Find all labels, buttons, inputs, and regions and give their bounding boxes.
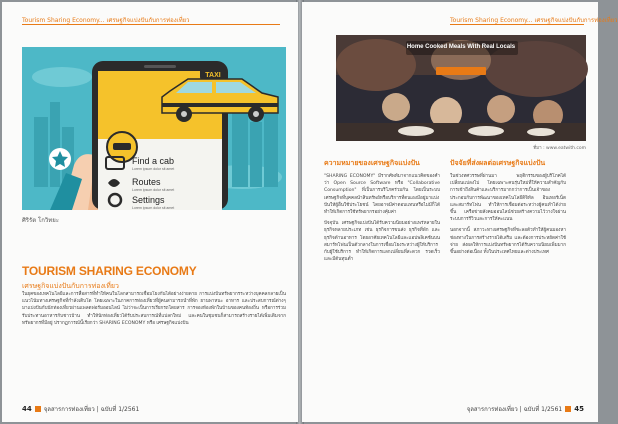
left-page <box>2 2 298 422</box>
running-head-left: Tourism Sharing Economy... เศรษฐกิจแบ่งปันกับการท่องเที่ยว <box>22 17 190 24</box>
article-title: TOURISM SHARING ECONOMY <box>22 264 197 278</box>
paragraph: "SHARING ECONOMY" มีรากศัพท์มาจากแนวคิดของคำว่า Open Source Software หรือ "Collaborative Consumption" ที่เป็นการบริโภคร่วมกัน โดยเป็นระบบเศรษฐกิจที่บุคคลนำสินทรัพย์หรือบริการที่ตนเองมีอยู่มาแบ่งปันให้ผู้อื่นใช้ประโยชน์ โดยอาจมีค่าตอบแทนหรือไม่มีก็ได้ ทำให้เกิดการใช้ทรัพยากรอย่างคุ้มค่า <box>324 174 440 216</box>
section-heading-meaning: ความหมายของเศรษฐกิจแบ่งปัน <box>324 159 420 167</box>
footer-left <box>22 404 139 414</box>
taxi-sign-text: TAXI <box>205 72 221 79</box>
menu-routes-label: Routes <box>132 177 161 187</box>
header-rule-right <box>450 24 584 25</box>
section-heading-factors: ปัจจัยที่ส่งผลต่อเศรษฐกิจแบ่งปัน <box>450 159 546 167</box>
taxi-app-illustration <box>22 47 286 210</box>
right-page <box>302 2 618 422</box>
footer-label: จุลสารการท่องเที่ยว | ฉบับที่ 1/2561 <box>466 406 563 413</box>
footer-right <box>467 404 584 414</box>
header-rule-left <box>22 24 280 25</box>
menu-routes-sub: Lorem ipsum dolor sit amet <box>132 188 175 192</box>
author-byline: ศิริรัต โกวิทยะ <box>22 217 59 224</box>
running-head-right: Tourism Sharing Economy... เศรษฐกิจแบ่งปันกับการท่องเที่ยว <box>450 17 618 24</box>
paragraph: นอกจากนี้ สภาวะทางเศรษฐกิจที่ชะลอตัวทำให้ผู้คนมองหาช่องทางในการสร้างรายได้เสริม และต้องการประหยัดค่าใช้จ่าย ส่งผลให้การแบ่งปันทรัพยากรได้รับความนิยมเพิ่มมากขึ้นอย่างต่อเนื่อง ทั้งในประเทศไทยและต่างประเทศ <box>450 228 566 256</box>
dinner-photo <box>336 35 586 141</box>
column-meaning <box>324 158 440 267</box>
footer-label: จุลสารการท่องเที่ยว | ฉบับที่ 1/2561 <box>43 406 140 413</box>
footer-marker <box>35 406 41 412</box>
illustration-art <box>22 47 286 210</box>
menu-settings-label: Settings <box>132 195 165 205</box>
footer-marker <box>565 406 571 412</box>
article-intro-text: ในยุคของเทคโนโลยีและการสื่อสารที่ทำให้คนในโลกสามารถเชื่อมโยงกันได้อย่างง่ายดาย การแบ่งปันทรัพยากรระหว่างบุคคลกลายเป็นแนวโน้มทางเศรษฐกิจที่กำลังเติบโต โดยเฉพาะในภาคการท่องเที่ยวที่ผู้คนสามารถนำที่พัก ยานพาหนะ อาหาร และประสบการณ์ต่างๆ มาแบ่งปันกับนักท่องเที่ยวผ่านแพลตฟอร์มออนไลน์ ไม่ว่าจะเป็นการเรียกรถโดยสาร การจองห้องพักในบ้านของคนท้องถิ่น หรือการร่วมรับประทานอาหารกับชาวบ้าน ทำให้นักท่องเที่ยวได้รับประสบการณ์ที่แปลกใหม่ และคนในชุมชนก็สามารถสร้างรายได้เพิ่มเติมจากทรัพยากรที่มีอยู่ ปรากฏการณ์นี้เรียกว่า SHARING ECONOMY หรือ เศรษฐกิจแบ่งปัน <box>22 292 286 326</box>
menu-find-cab-label: Find a cab <box>132 156 175 166</box>
eatwith-website-screenshot <box>336 35 586 141</box>
photo-caption: ที่มา : www.eatwith.com <box>533 146 586 151</box>
menu-find-cab-sub: Lorem ipsum dolor sit amet <box>132 167 175 171</box>
paragraph: ปัจจุบัน เศรษฐกิจแบ่งปันได้รับความนิยมอย่างแพร่หลายในธุรกิจหลายประเภท เช่น ธุรกิจการขนส่ง ธุรกิจที่พัก และธุรกิจด้านอาหาร โดยอาศัยเทคโนโลยีและแอปพลิเคชันบนสมาร์ทโฟนเป็นตัวกลางในการเชื่อมโยงระหว่างผู้ให้บริการกับผู้ใช้บริการ ทำให้เกิดการแลกเปลี่ยนที่สะดวก รวดเร็ว และมีต้นทุนต่ำ <box>324 221 440 263</box>
menu-settings-sub: Lorem ipsum dolor sit amet <box>132 206 175 210</box>
cloud-shape <box>32 67 92 87</box>
page-number: 45 <box>574 405 584 413</box>
article-subtitle: เศรษฐกิจแบ่งปันกับการท่องเที่ยว <box>22 282 119 290</box>
page-number: 44 <box>22 405 32 413</box>
paragraph: ในช่วงทศวรรษที่ผ่านมา พฤติกรรมของผู้บริโภคได้เปลี่ยนแปลงไป โดยเฉพาะคนรุ่นใหม่ที่ให้ความสำคัญกับการเข้าถึงสินค้าและบริการมากกว่าการเป็นเจ้าของ ประกอบกับการพัฒนาของเทคโนโลยีดิจิทัล อินเทอร์เน็ต และสมาร์ทโฟน ทำให้การเชื่อมต่อระหว่างผู้คนทำได้ง่ายขึ้น เครือข่ายสังคมออนไลน์ช่วยสร้างความไว้วางใจผ่านระบบการรีวิวและการให้คะแนน <box>450 174 566 223</box>
column-factors <box>450 158 566 260</box>
photo-overlay-text: Home Cooked Meals With Real Locals <box>406 44 516 50</box>
